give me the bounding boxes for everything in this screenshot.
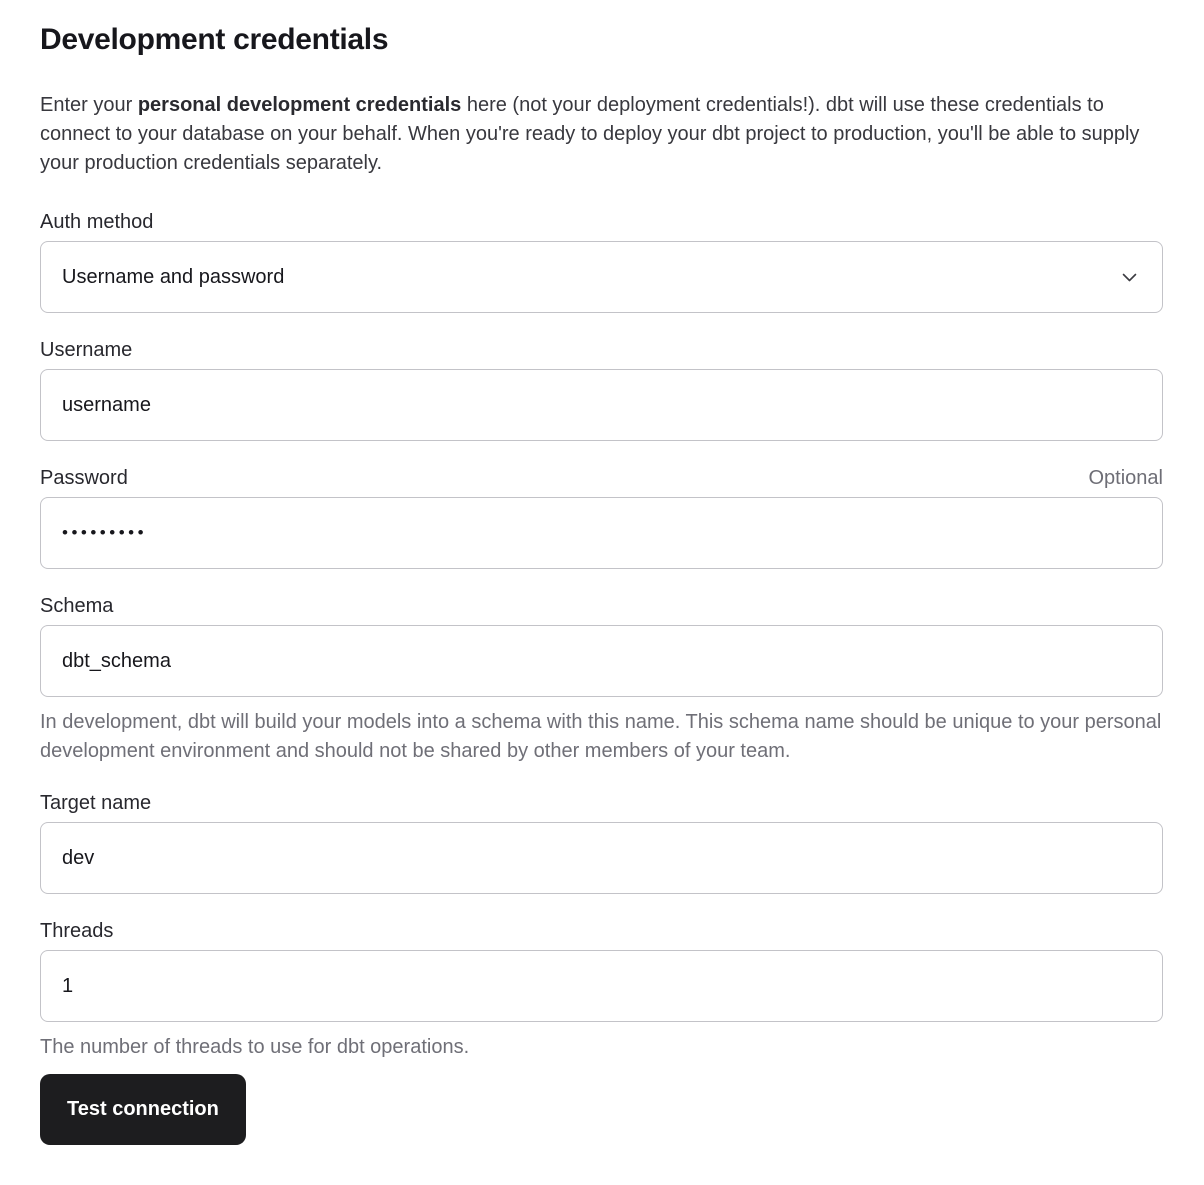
- intro-suffix: here (not your deployment credentials!). dbt will use these credentials to connect to your database on your behalf. When you're ready to deploy your dbt project to production, you'll be able to supply your production credentials separately.: [40, 94, 1140, 174]
- test-connection-button[interactable]: Test connection: [40, 1074, 246, 1145]
- intro-bold: personal development credentials: [137, 94, 462, 116]
- auth-method-select[interactable]: [40, 241, 1163, 313]
- password-optional-badge: Optional: [1088, 467, 1163, 489]
- schema-label: Schema: [40, 595, 114, 617]
- schema-input[interactable]: [40, 625, 1163, 697]
- threads-label: Threads: [40, 920, 114, 942]
- page-title: Development credentials: [40, 23, 389, 56]
- username-label: Username: [40, 339, 133, 361]
- chevron-down-icon: [1122, 273, 1137, 282]
- threads-help-text: The number of threads to use for dbt operations.: [40, 1036, 470, 1058]
- auth-method-selected-value: Username and password: [62, 265, 285, 288]
- threads-field: [40, 920, 1163, 1062]
- schema-field: [40, 595, 1163, 766]
- target-name-field: [40, 792, 1163, 894]
- password-field: [40, 467, 1163, 569]
- intro-prefix: Enter your: [40, 94, 138, 116]
- target-name-input[interactable]: [40, 822, 1163, 894]
- auth-method-field: [40, 211, 1163, 313]
- username-field: [40, 339, 1163, 441]
- password-input[interactable]: [40, 497, 1163, 569]
- password-label: Password: [40, 467, 128, 489]
- intro-text: [40, 91, 1163, 178]
- username-input[interactable]: [40, 369, 1163, 441]
- auth-method-label: Auth method: [40, 211, 154, 233]
- threads-input[interactable]: [40, 950, 1163, 1022]
- password-label-row: [40, 467, 1163, 490]
- target-name-label: Target name: [40, 792, 152, 814]
- schema-help-text: In development, dbt will build your models into a schema with this name. This schema name should be unique to your personal development environment and should not be shared by other members of your team.: [40, 711, 1162, 762]
